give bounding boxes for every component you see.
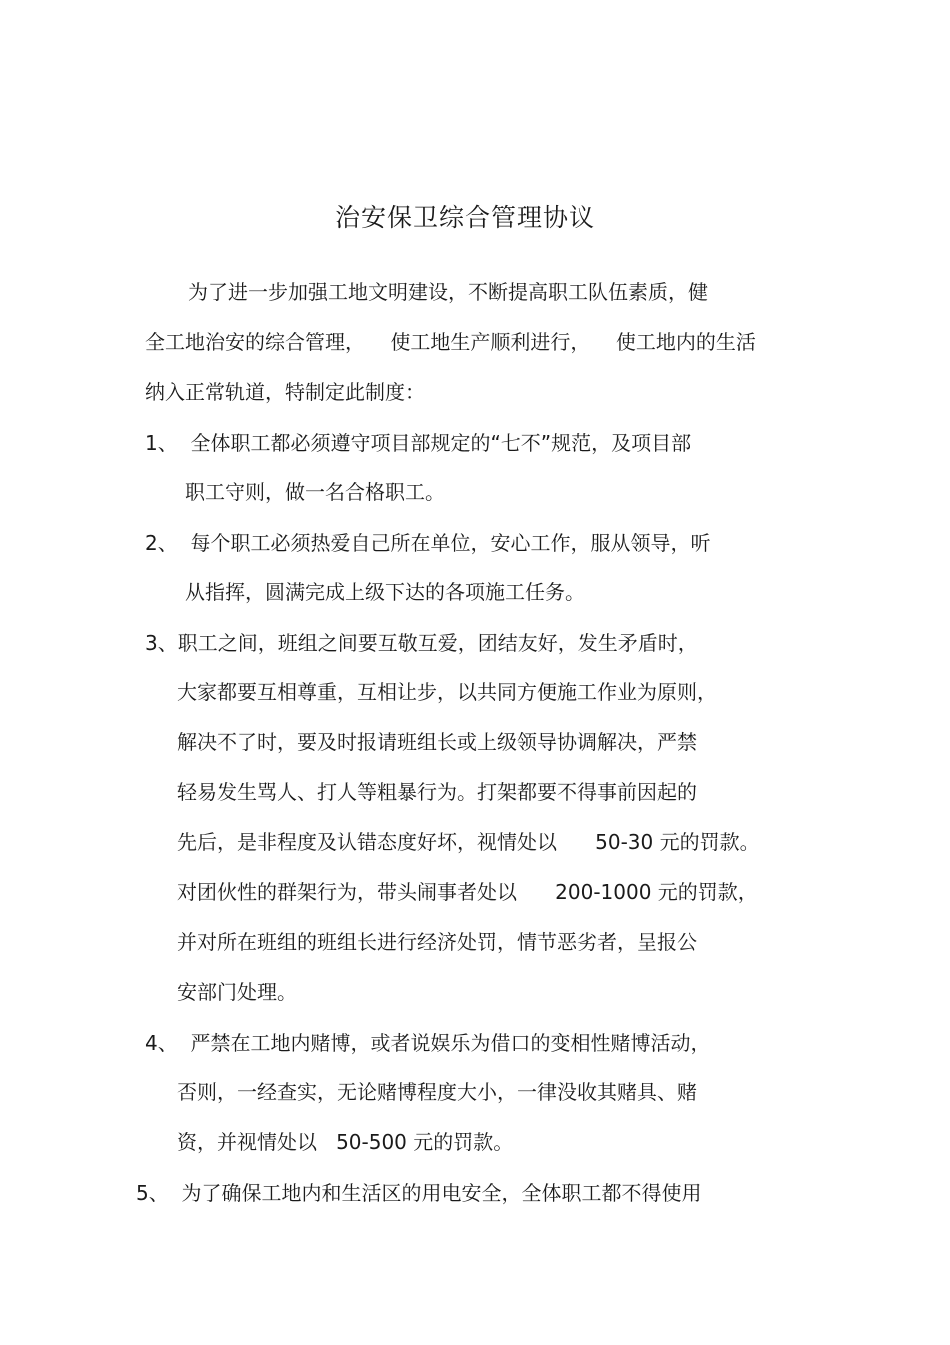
list-item-1-line: 职工守则，做一名合格职工。 — [185, 480, 445, 504]
list-item-5-line: 5、 为了确保工地内和生活区的用电安全，全体职工都不得使用 — [136, 1181, 702, 1205]
list-item-4-line: 4、 严禁在工地内赌博，或者说娱乐为借口的变相性赌博活动， — [145, 1031, 711, 1055]
body-line: 纳入正常轨道，特制定此制度： — [145, 380, 425, 404]
body-line: 全工地治安的综合管理， 使工地生产顺利进行， 使工地内的生活 — [145, 330, 756, 354]
list-item-3-line: 3、职工之间，班组之间要互敬互爱，团结友好，发生矛盾时， — [145, 631, 698, 655]
list-item-1-line: 1、 全体职工都必须遵守项目部规定的“七不”规范，及项目部 — [145, 431, 692, 455]
list-item-3-line: 安部门处理。 — [177, 980, 297, 1004]
list-item-3-line: 大家都要互相尊重，互相让步，以共同方便施工作业为原则， — [177, 680, 717, 704]
list-item-4-line: 否则，一经查实，无论赌博程度大小，一律没收其赌具、赌 — [177, 1080, 697, 1104]
list-item-3-line: 并对所在班组的班组长进行经济处罚，情节恶劣者，呈报公 — [177, 930, 697, 954]
document-title: 治安保卫综合管理协议 — [334, 203, 595, 232]
list-item-2-line: 2、 每个职工必须热爱自己所在单位，安心工作，服从领导，听 — [145, 531, 711, 555]
list-item-3-line: 先后，是非程度及认错态度好坏，视情处以 50-30 元的罚款。 — [177, 830, 760, 854]
body-line: 为了进一步加强工地文明建设，不断提高职工队伍素质，健 — [188, 280, 708, 304]
list-item-2-line: 从指挥，圆满完成上级下达的各项施工任务。 — [185, 580, 585, 604]
list-item-3-line: 对团伙性的群架行为，带头闹事者处以 200-1000 元的罚款， — [177, 880, 758, 904]
list-item-3-line: 轻易发生骂人、打人等粗暴行为。打架都要不得事前因起的 — [177, 780, 697, 804]
list-item-3-line: 解决不了时，要及时报请班组长或上级领导协调解决，严禁 — [177, 730, 697, 754]
list-item-4-line: 资，并视情处以 50-500 元的罚款。 — [177, 1130, 514, 1154]
